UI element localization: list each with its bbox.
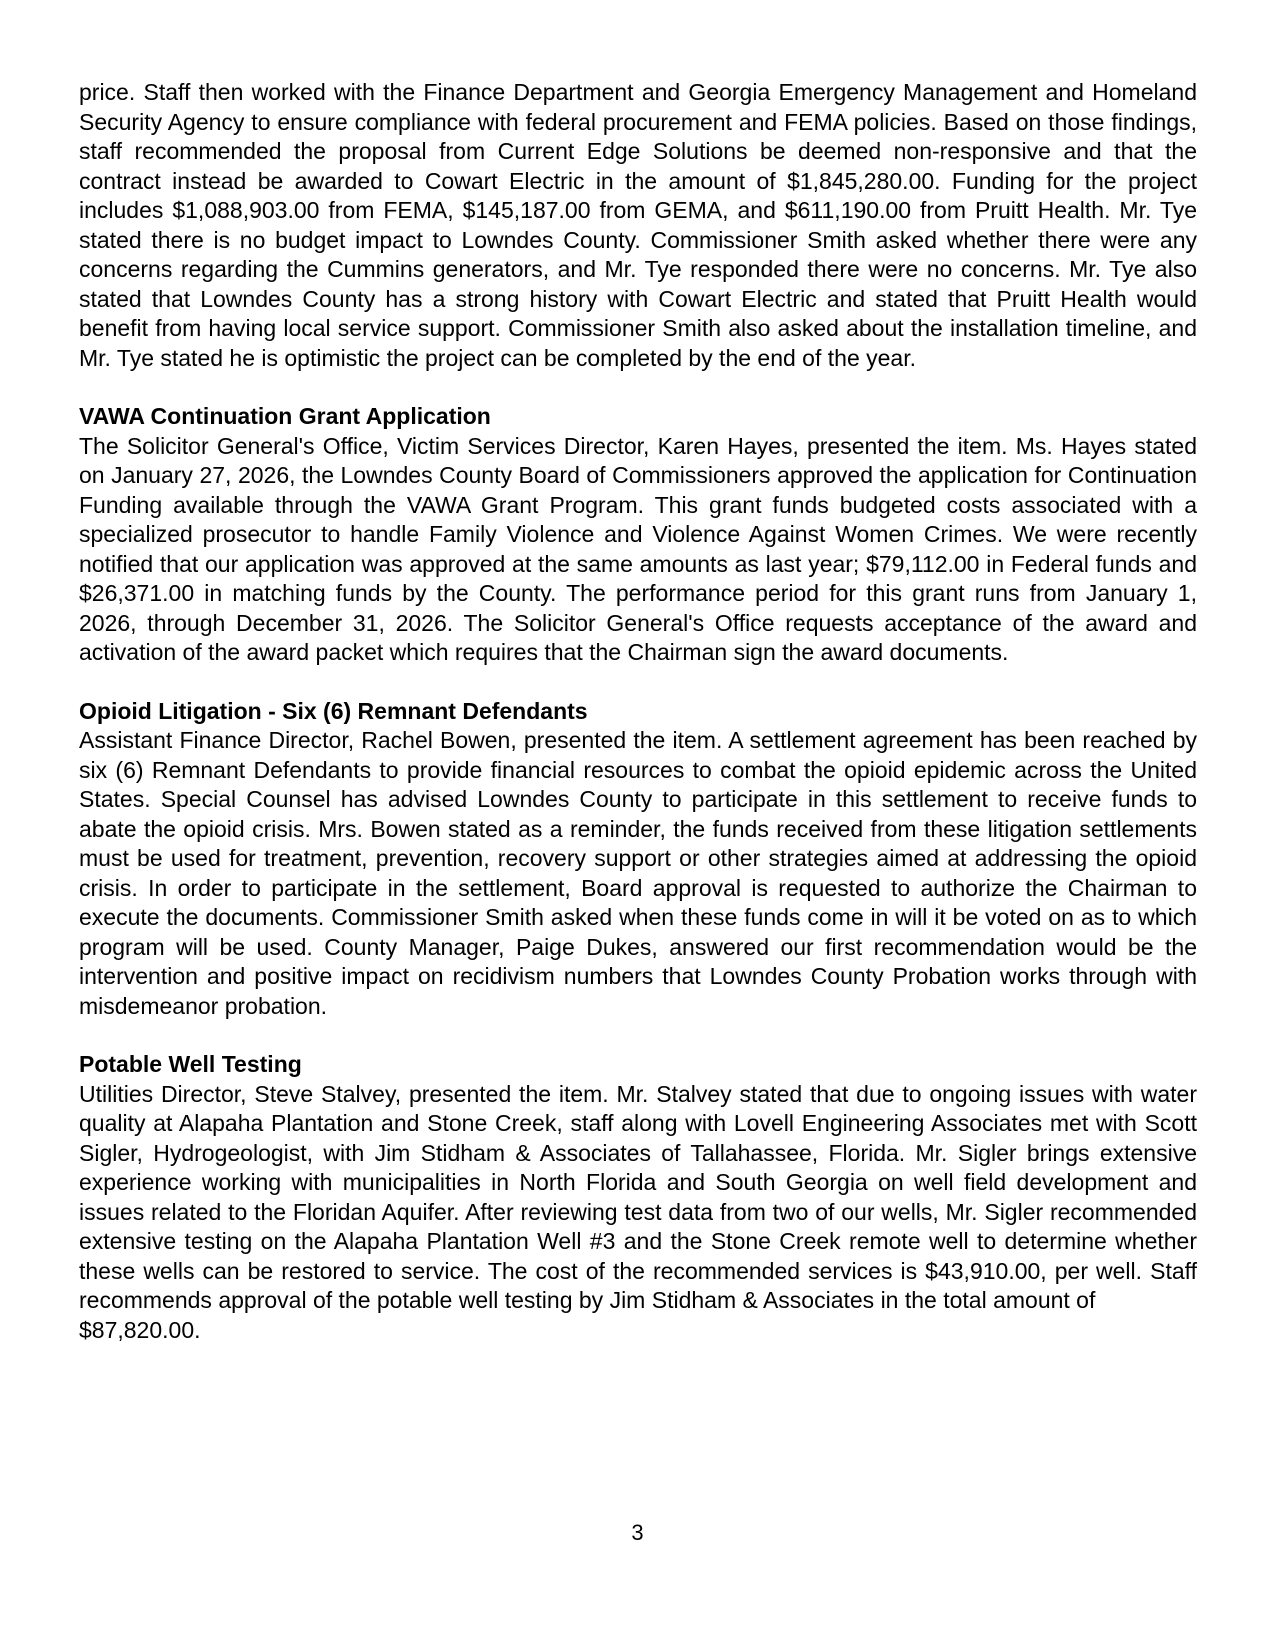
section-body-tail: $87,820.00. bbox=[79, 1316, 201, 1343]
section-vawa-grant bbox=[79, 402, 1197, 668]
section-potable-well-testing bbox=[79, 1050, 1197, 1345]
section-body: The Solicitor General's Office, Victim Services Director, Karen Hayes, presented the item. Ms. Hayes stated on January 27, 2026, the Lowndes County Board of Commissioners approved the application for Continuation Funding available through the VAWA Grant Program. This grant funds budgeted costs associated with a specialized prosecutor to handle Family Violence and Violence Against Women Crimes. We were recently notified that our application was approved at the same amounts as last year; $79,112.00 in Federal funds and $26,371.00 in matching funds by the County. The performance period for this grant runs from January 1, 2026, through December 31, 2026. The Solicitor General's Office requests acceptance of the award and activation of the award packet which requires that the Chairman sign the award documents. bbox=[79, 432, 1197, 665]
section-title: VAWA Continuation Grant Application bbox=[79, 403, 491, 429]
section-title: Opioid Litigation - Six (6) Remnant Defendants bbox=[79, 697, 588, 724]
section-title: Potable Well Testing bbox=[79, 1051, 302, 1077]
section-body: Assistant Finance Director, Rachel Bowen, presented the item. A settlement agreement has been reached by six (6) Remnant Defendants to provide financial resources to combat the opioid epidemic across the United States. Special Counsel has advised Lowndes County to participate in this settlement to receive funds to abate the opioid crisis. Mrs. Bowen stated as a reminder, the funds received from these litigation settlements must be used for treatment, prevention, recovery support or other strategies aimed at addressing the opioid crisis. In order to participate in the settlement, Board approval is requested to authorize the Chairman to execute the documents. Commissioner Smith asked when these funds come in will it be voted on as to which program will be used. County Manager, Paige Dukes, answered our first recommendation would be the intervention and positive impact on recidivism numbers that Lowndes County Probation works through with misdemeanor probation. bbox=[79, 727, 1197, 1019]
section-body: Utilities Director, Steve Stalvey, presented the item. Mr. Stalvey stated that due to ongoing issues with water quality at Alapaha Plantation and Stone Creek, staff along with Lovell Engineering Associates met with Scott Sigler, Hydrogeologist, with Jim Stidham & Associates of Tallahassee, Florida. Mr. Sigler brings extensive experience working with municipalities in North Florida and South Georgia on well field development and issues related to the Floridan Aquifer. After reviewing test data from two of our wells, Mr. Sigler recommended extensive testing on the Alapaha Plantation Well #3 and the Stone Creek remote well to determine whether these wells can be restored to service. The cost of the recommended services is $43,910.00, per well. Staff recommends approval of the potable well testing by Jim Stidham & Associates in the total amount of bbox=[79, 1080, 1197, 1313]
intro-paragraph: price. Staff then worked with the Finance Department and Georgia Emergency Management and Homeland Security Agency to ensure compliance with federal procurement and FEMA policies. Based on those findings, staff recommended the proposal from Current Edge Solutions be deemed non-responsive and that the contract instead be awarded to Cowart Electric in the amount of $1,845,280.00. Funding for the project includes $1,088,903.00 from FEMA, $145,187.00 from GEMA, and $611,190.00 from Pruitt Health. Mr. Tye stated there is no budget impact to Lowndes County. Commissioner Smith asked whether there were any concerns regarding the Cummins generators, and Mr. Tye responded there were no concerns. Mr. Tye also stated that Lowndes County has a strong history with Cowart Electric and stated that Pruitt Health would benefit from having local service support. Commissioner Smith also asked about the installation timeline, and Mr. Tye stated he is optimistic the project can be completed by the end of the year. bbox=[79, 79, 1197, 371]
document-page bbox=[79, 78, 1197, 1345]
section-opioid-litigation bbox=[79, 697, 1197, 1022]
page-number: 3 bbox=[631, 1520, 644, 1545]
